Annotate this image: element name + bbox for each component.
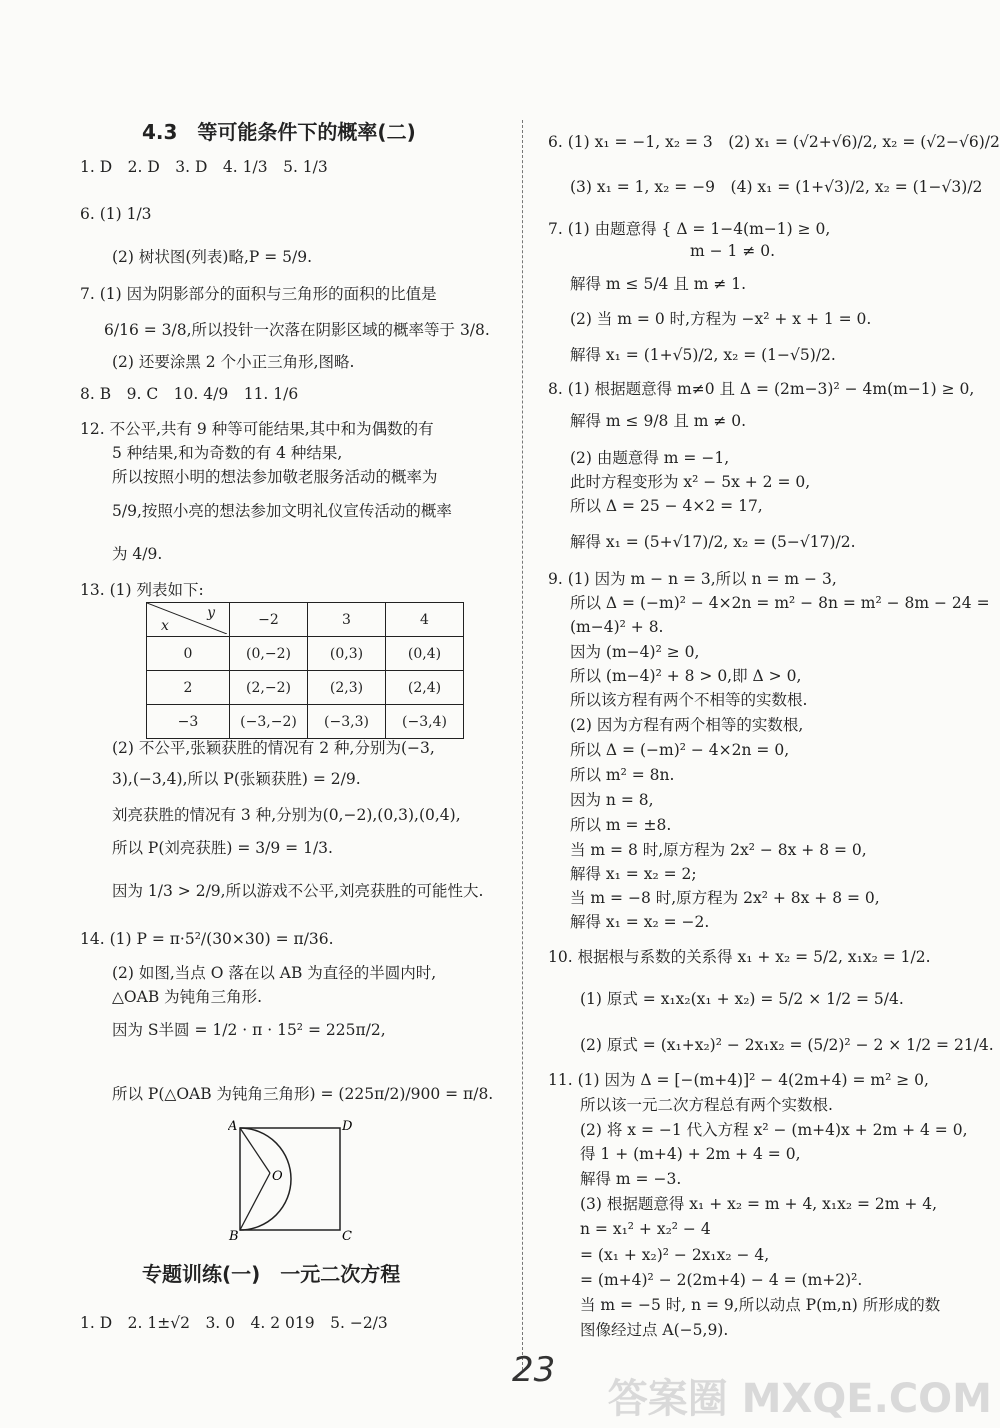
r-q7-line-e: 解得 x₁ = (1+√5)/2, x₂ = (1−√5)/2.: [570, 346, 836, 364]
col-header: 3: [308, 603, 386, 637]
r-q9-line-j: 因为 n = 8,: [570, 791, 654, 809]
r-q9-line-g: (2) 因为方程有两个相等的实数根,: [570, 716, 804, 734]
r-q10-line-b: (1) 原式 = x₁x₂(x₁ + x₂) = 5/2 × 1/2 = 5/4.: [580, 990, 904, 1008]
r-q11-line-e: 解得 m = −3.: [580, 1170, 682, 1188]
r-q10-line-c: (2) 原式 = (x₁+x₂)² − 2x₁x₂ = (5/2)² − 2 × 1/2 = 21/4.: [580, 1036, 994, 1054]
answers-8-11: 8. B 9. C 10. 4/9 11. 1/6: [80, 385, 299, 403]
r-q9-line-d: 因为 (m−4)² ≥ 0,: [570, 643, 700, 661]
r-q11-line-h: = (x₁ + x₂)² − 2x₁x₂ − 4,: [580, 1246, 770, 1264]
page-number: 23: [512, 1350, 556, 1390]
table-cell: (−3,−2): [230, 705, 308, 739]
r-q11-line-d: 得 1 + (m+4) + 2m + 4 = 0,: [580, 1145, 801, 1163]
table-corner: [147, 603, 230, 637]
q14-line-d: 所以 P(△OAB 为钝角三角形) = (225π/2)/900 = π/8.: [112, 1085, 494, 1103]
r-q11-line-c: (2) 将 x = −1 代入方程 x² − (m+4)x + 2m + 4 = 0,: [580, 1121, 968, 1139]
q13-line-e: 因为 1/3 > 2/9,所以游戏不公平,刘亮获胜的可能性大.: [112, 882, 484, 900]
label-D: D: [342, 1119, 353, 1134]
table-cell: (2,3): [308, 671, 386, 705]
table-cell: (2,−2): [230, 671, 308, 705]
table-cell: (−3,4): [386, 705, 464, 739]
header-x: x: [161, 618, 169, 634]
table-cell: (0,−2): [230, 637, 308, 671]
row-header: 0: [147, 637, 230, 671]
r-q7-line-d: (2) 当 m = 0 时,方程为 −x² + x + 1 = 0.: [570, 310, 872, 328]
r-q9-line-i: 所以 m² = 8n.: [570, 766, 675, 784]
table-cell: (2,4): [386, 671, 464, 705]
table-header-row: [147, 603, 464, 637]
col-header: 4: [386, 603, 464, 637]
r-q6-line-b: (3) x₁ = 1, x₂ = −9 (4) x₁ = (1+√3)/2, x₂ = (1−√3)/2: [570, 178, 983, 196]
table-cell: (−3,3): [308, 705, 386, 739]
r-q9-line-b: 所以 Δ = (−m)² − 4×2n = m² − 8n = m² − 8m − 24 =: [570, 594, 990, 612]
r-q7-line-b: m − 1 ≠ 0.: [690, 242, 776, 260]
watermark-logo: [608, 1367, 992, 1424]
header-y: y: [207, 605, 215, 621]
diagonal-line: [147, 603, 227, 634]
r-q9-line-o: 解得 x₁ = x₂ = −2.: [570, 913, 710, 931]
q13-line-b: 3),(−3,4),所以 P(张颖获胜) = 2/9.: [112, 770, 361, 788]
answers-1-5: 1. D 2. D 3. D 4. 1/3 5. 1/3: [80, 158, 328, 176]
q12-line-c: 所以按照小明的想法参加敬老服务活动的概率为: [112, 468, 438, 486]
table-cell: (0,4): [386, 637, 464, 671]
section-title: 4.3 等可能条件下的概率(二): [142, 120, 416, 144]
q13-line-a: (2) 不公平,张颖获胜的情况有 2 种,分别为(−3,: [112, 739, 435, 757]
q6-part1: 6. (1) 1/3: [80, 205, 152, 223]
r-q11-line-i: = (m+4)² − 2(2m+4) − 4 = (m+2)².: [580, 1271, 863, 1289]
r-q8-line-a: 8. (1) 根据题意得 m≠0 且 Δ = (2m−3)² − 4m(m−1) ≥ 0,: [548, 380, 975, 398]
r-q6-line-a: 6. (1) x₁ = −1, x₂ = 3 (2) x₁ = (√2+√6)/2, x₂ = (√2−√6)/2: [548, 133, 1000, 151]
r-q9-line-m: 解得 x₁ = x₂ = 2;: [570, 865, 697, 883]
label-C: C: [342, 1229, 352, 1243]
q6-part2: (2) 树状图(列表)略,P = 5/9.: [112, 248, 313, 266]
column-divider: [522, 120, 523, 1370]
label-O: O: [272, 1169, 283, 1184]
q13-line-c: 刘亮获胜的情况有 3 种,分别为(0,−2),(0,3),(0,4),: [112, 806, 461, 824]
r-q11-line-a: 11. (1) 因为 Δ = [−(m+4)]² − 4(2m+4) = m² ≥ 0,: [548, 1071, 929, 1089]
q14-line-b: △OAB 为钝角三角形.: [112, 988, 263, 1006]
r-q9-line-h: 所以 Δ = (−m)² − 4×2n = 0,: [570, 741, 790, 759]
q12-line-a: 12. 不公平,共有 9 种等可能结果,其中和为偶数的有: [80, 420, 434, 438]
r-q8-line-f: 解得 x₁ = (5+√17)/2, x₂ = (5−√17)/2.: [570, 533, 856, 551]
q7-line-b: 6/16 = 3/8,所以投针一次落在阴影区域的概率等于 3/8.: [104, 321, 490, 339]
r-q9-line-n: 当 m = −8 时,原方程为 2x² + 8x + 8 = 0,: [570, 889, 880, 907]
q14-part1: 14. (1) P = π·5²/(30×30) = π/36.: [80, 930, 334, 948]
q14-line-a: (2) 如图,当点 O 落在以 AB 为直径的半圆内时,: [112, 964, 437, 982]
q12-line-d: 5/9,按照小亮的想法参加文明礼仪宣传活动的概率: [112, 502, 452, 520]
r-q11-line-j: 当 m = −5 时, n = 9,所以动点 P(m,n) 所形成的数: [580, 1296, 941, 1314]
r-q8-line-c: (2) 由题意得 m = −1,: [570, 449, 730, 467]
row-header: −3: [147, 705, 230, 739]
col-header: −2: [230, 603, 308, 637]
q12-line-e: 为 4/9.: [112, 545, 163, 563]
r-q11-line-f: (3) 根据题意得 x₁ + x₂ = m + 4, x₁x₂ = 2m + 4,: [580, 1195, 938, 1213]
r-q9-line-l: 当 m = 8 时,原方程为 2x² − 8x + 8 = 0,: [570, 841, 867, 859]
table-row: [147, 705, 464, 739]
r-q9-line-a: 9. (1) 因为 m − n = 3,所以 n = m − 3,: [548, 570, 837, 588]
r-q7-line-a: 7. (1) 由题意得 { Δ = 1−4(m−1) ≥ 0,: [548, 220, 831, 238]
r-q8-line-e: 所以 Δ = 25 − 4×2 = 17,: [570, 497, 763, 515]
table-row: [147, 671, 464, 705]
r-q8-line-d: 此时方程变形为 x² − 5x + 2 = 0,: [570, 473, 811, 491]
r-q11-line-k: 图像经过点 A(−5,9).: [580, 1321, 729, 1339]
r-q11-line-b: 所以该一元二次方程总有两个实数根.: [580, 1096, 833, 1114]
s2-answers-1-5: 1. D 2. 1±√2 3. 0 4. 2 019 5. −2/3: [80, 1314, 388, 1332]
table-row: [147, 637, 464, 671]
square-semicircle-figure: [228, 1118, 358, 1243]
q7-part2: (2) 还要涂黑 2 个小正三角形,图略.: [112, 353, 355, 371]
r-q10-line-a: 10. 根据根与系数的关系得 x₁ + x₂ = 5/2, x₁x₂ = 1/2.: [548, 948, 931, 966]
section2-title: 专题训练(一) 一元二次方程: [142, 1262, 401, 1286]
r-q7-line-c: 解得 m ≤ 5/4 且 m ≠ 1.: [570, 275, 747, 293]
r-q9-line-f: 所以该方程有两个不相等的实数根.: [570, 691, 808, 709]
label-B: B: [229, 1229, 239, 1243]
r-q9-line-e: 所以 (m−4)² + 8 > 0,即 Δ > 0,: [570, 667, 802, 685]
q14-line-c: 因为 S半圆 = 1/2 · π · 15² = 225π/2,: [112, 1021, 386, 1039]
r-q8-line-b: 解得 m ≤ 9/8 且 m ≠ 0.: [570, 412, 747, 430]
r-q9-line-k: 所以 m = ±8.: [570, 816, 672, 834]
table-cell: (0,3): [308, 637, 386, 671]
q13-line-d: 所以 P(刘亮获胜) = 3/9 = 1/3.: [112, 839, 333, 857]
label-A: A: [228, 1119, 238, 1134]
r-q9-line-c: (m−4)² + 8.: [570, 618, 664, 636]
q7-line-a: 7. (1) 因为阴影部分的面积与三角形的面积的比值是: [80, 285, 437, 303]
q12-line-b: 5 种结果,和为奇数的有 4 种结果,: [112, 444, 343, 462]
r-q11-line-g: n = x₁² + x₂² − 4: [580, 1220, 711, 1238]
outcome-table: [146, 602, 464, 739]
q13-part1: 13. (1) 列表如下:: [80, 581, 204, 599]
watermark-text: 答案圈 MXQE.COM: [607, 1376, 992, 1422]
row-header: 2: [147, 671, 230, 705]
